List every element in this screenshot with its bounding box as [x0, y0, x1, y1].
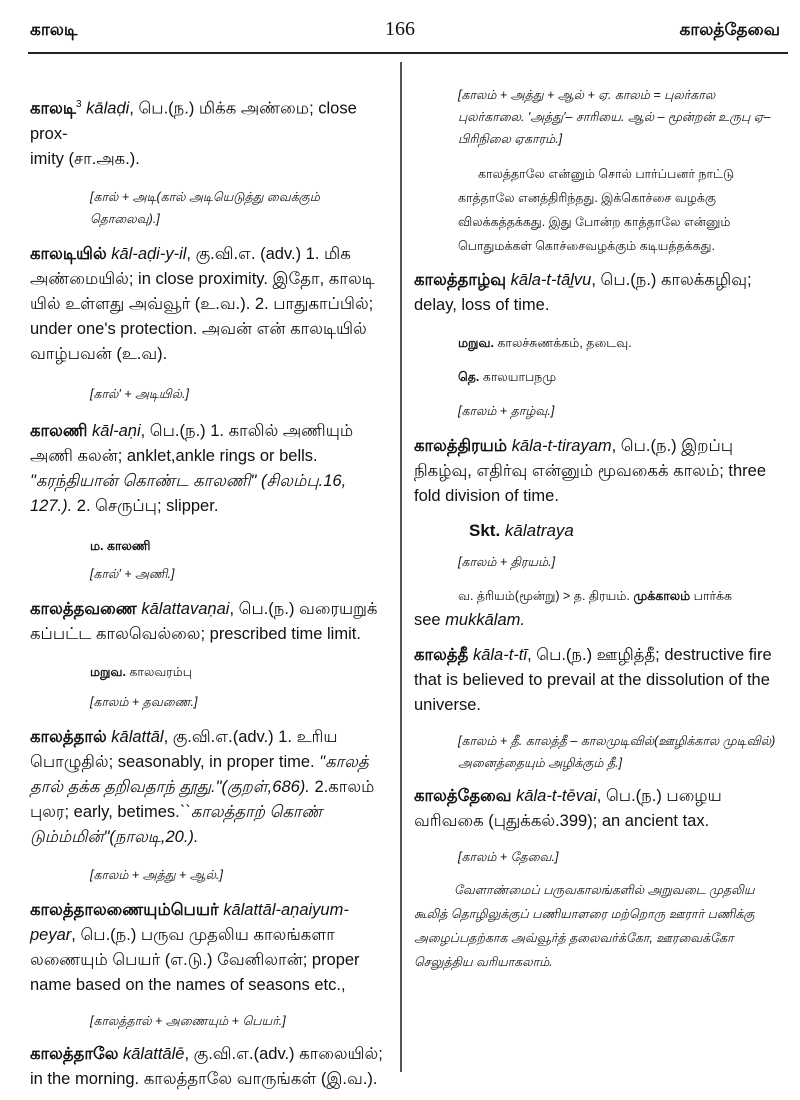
synonym-text: காலவரம்பு: [125, 664, 193, 679]
definition: , பெ.(ந.) இறப்பு நிகழ்வு, எதிர்வு என்னும் மூவகைக் காலம்; three fold division of time.: [414, 437, 767, 505]
cognate-label: தெ.: [458, 370, 480, 384]
etymology: [காலம் + திரயம்.]: [458, 555, 556, 569]
entry-kalattirayam: [414, 434, 784, 509]
synonym-text: காலச்சுணக்கம், தடைவு.: [493, 336, 632, 350]
etymology: [காலம் + தவணை.]: [90, 694, 198, 709]
entry-kalani: [30, 419, 392, 519]
headword: காலடியில்: [30, 244, 107, 263]
usage-note: வேளாண்மைப் பருவகாலங்களில் அறுவடை முதலிய கூலித் தொழிலுக்குப் பணியாளரை மற்றொரு ஊரார் பணிக்கு அழைப்பதற்காக அவ்வூர்த் தலைவர்க்கோ, ஊரவைக்கோ செலுத்திய வரியாகலாம்.: [414, 883, 755, 969]
definition: , பெ.(ந.) ஊழித்தீ; destructive fire that is believed to prevail at the dissolution of the universe.: [414, 646, 772, 714]
transliteration: kālaḍi: [86, 99, 130, 118]
headword: காலத்தால்: [30, 727, 107, 746]
headword: காலத்தேவை: [414, 787, 512, 805]
header-left-guide-word: காலடி: [30, 20, 78, 39]
synonyms: [414, 332, 784, 354]
see-transliteration: mukkālam.: [445, 611, 525, 629]
entry-kalatti: [414, 643, 784, 718]
derivation: வ. த்ரியம்(மூன்று) > த. திரயம்.: [458, 589, 634, 603]
synonyms: [30, 661, 392, 683]
definition: , பெ.(ந.) வரையறுக் கப்பட்ட காலவெல்லை; prescribed time limit.: [30, 599, 378, 643]
entry-kalattevai: [414, 784, 784, 834]
definition: , பெ.(ந.) பருவ முதலிய காலங்களா லணையும் பெயர் (எ.டு.) வேனிலான்; proper name based on the names of seasons etc.,: [30, 925, 360, 994]
headword: காலடி: [30, 99, 77, 118]
entry-kalattalvu: [414, 268, 784, 318]
definition-cont: 2.காலம் புலர; early, betimes.: [30, 777, 375, 821]
transliteration: kāl-aṇi: [92, 421, 141, 440]
headword: காலணி: [30, 421, 88, 440]
transliteration: kāla-t-tī: [472, 646, 528, 664]
left-column: [30, 80, 392, 1092]
entry-kaladiyil: [30, 242, 392, 367]
header-rule: [28, 52, 788, 54]
headword: காலத்தாழ்வு: [414, 271, 507, 289]
etymology: [கால் + அடி(கால் அடியெடுத்து வைக்கும் தொலைவு).]: [90, 189, 320, 226]
sanskrit-origin: [414, 521, 784, 541]
page-header: [0, 18, 800, 48]
headword: காலத்தாலே: [30, 1044, 119, 1063]
etymology: [கால்' + அடியில்.]: [90, 386, 189, 401]
cross-reference-text: [414, 589, 732, 603]
definition-cont: imity (சா.அக.).: [30, 149, 140, 168]
etymology: [காலம் + அத்து + ஆல் + ஏ. காலம் = புலர்கால புலர்காலை. 'அத்து'– சாரியை. ஆல் – மூன்றன் உருபு ஏ– பிரிநிலை ஏகாரம்.]: [458, 88, 771, 146]
etymology: [காலம் + அத்து + ஆல்.]: [90, 867, 223, 882]
transliteration: kālattāl: [111, 727, 164, 746]
transliteration: kāla-t-tāḻvu: [510, 271, 592, 289]
entry-kalattavanai: [30, 597, 392, 647]
right-column: [414, 84, 784, 974]
transliteration: kālattavaṇai: [141, 599, 230, 618]
synonym-label: மறுவ.: [90, 664, 126, 679]
page-number: 166: [385, 18, 415, 40]
definition: , பெ.(ந.) காலக்கழிவு; delay, loss of time.: [414, 271, 752, 314]
definition: , பெ.(ந.) 1. காலில் அணியும் அணி கலன்; anklet,ankle rings or bells.: [30, 421, 354, 465]
headword: காலத்திரயம்: [414, 437, 508, 455]
sanskrit-word: kālatraya: [500, 521, 574, 540]
see-english: see: [414, 611, 446, 629]
etymology: [காலம் + தேவை.]: [458, 850, 559, 864]
cognate-telugu: [414, 366, 784, 388]
usage-note: காலத்தாலே என்னும் சொல் பார்ப்பனர் நாட்டு காத்தாலே எனத்திரிந்தது. இக்கொச்சை வழக்கு விலக்கத்தக்கது. இது போன்ற காத்தாலே என்னும் பொதுமக்கள் கொச்சைவழக்கும் கடியத்தக்கது.: [458, 167, 735, 253]
transliteration: kāl-aḍi-y-il: [111, 244, 187, 263]
cognate-text: காலயாபநமு: [479, 370, 557, 384]
entry-kalattal: [30, 725, 392, 850]
see-headword: முக்காலம்: [633, 589, 691, 603]
column-divider: [400, 62, 402, 1072]
citation-quote: "கரந்தியான் கொண்ட காலணி" (சிலம்பு.16, 127.).: [30, 471, 347, 515]
cross-reference: [414, 583, 784, 633]
definition: , கு.வி.எ. (adv.) 1. மிக அண்மையில்; in close proximity. இதோ, காலடி யில் உள்ளது அவ்வூர் (உ.வ.). 2. பாதுகாப்பில்; under one's protection. அவன் என் காலடியில் வாழ்பவன் (உ.வ).: [30, 244, 375, 363]
headword: காலத்தவணை: [30, 599, 137, 618]
entry-kalattale: [30, 1042, 392, 1092]
transliteration: kāla-t-tirayam: [511, 437, 612, 455]
citation-quote: "காலத் தால் தக்க தறிவதாந் தூது."(குறள்,686).: [30, 752, 369, 796]
etymology: [காலம் + தீ. காலத்தீ – காலமுடிவில்(ஊழிக்கால முடிவில்) அனைத்தையும் அழிக்கும் தீ.]: [458, 734, 776, 770]
homonym-number: 3: [76, 99, 82, 110]
header-right-guide-word: காலத்தேவை: [679, 20, 780, 39]
see-label: பார்க்க: [690, 589, 732, 603]
definition: , கு.வி.எ.(adv.) 1. உரிய பொழுதில்; seasonably, in proper time.: [30, 727, 338, 771]
definition: , பெ.(ந.) பழைய வரிவகை (புதுக்கல்.399); an ancient tax.: [414, 787, 722, 830]
definition-cont: 2. செருப்பு; slipper.: [72, 496, 219, 515]
synonym-label: மறுவ.: [458, 336, 494, 350]
entry-kaladi: [30, 92, 392, 172]
definition: , கு.வி.எ.(adv.) காலையில்; in the morning. காலத்தாலே வாருங்கள் (இ.வ.).: [30, 1044, 383, 1088]
sanskrit-label: Skt.: [469, 521, 501, 540]
definition: , பெ.(ந.) மிக்க அண்மை; close prox-: [30, 99, 357, 143]
transliteration: kālattālē: [123, 1044, 185, 1063]
citation-quote: ``காலத்தாற் கொண் டும்ம்மின்"(நாலடி,20.).: [30, 802, 323, 846]
entry-kalattalanaiyumpeyar: [30, 898, 392, 998]
headword: காலத்தாலணையும்பெயர்: [30, 900, 219, 919]
transliteration: kāla-t-tēvai: [516, 787, 597, 805]
etymology: [காலத்தால் + அணையும் + பெயர்.]: [90, 1013, 286, 1028]
cognate-malayalam: ம. காலணி: [90, 538, 151, 553]
etymology: [கால்' + அணி.]: [90, 566, 175, 581]
transliteration: kālattāl-aṇaiyum-peyar: [30, 900, 349, 944]
headword: காலத்தீ: [414, 646, 469, 664]
etymology: [காலம் + தாழ்வு.]: [458, 404, 555, 418]
